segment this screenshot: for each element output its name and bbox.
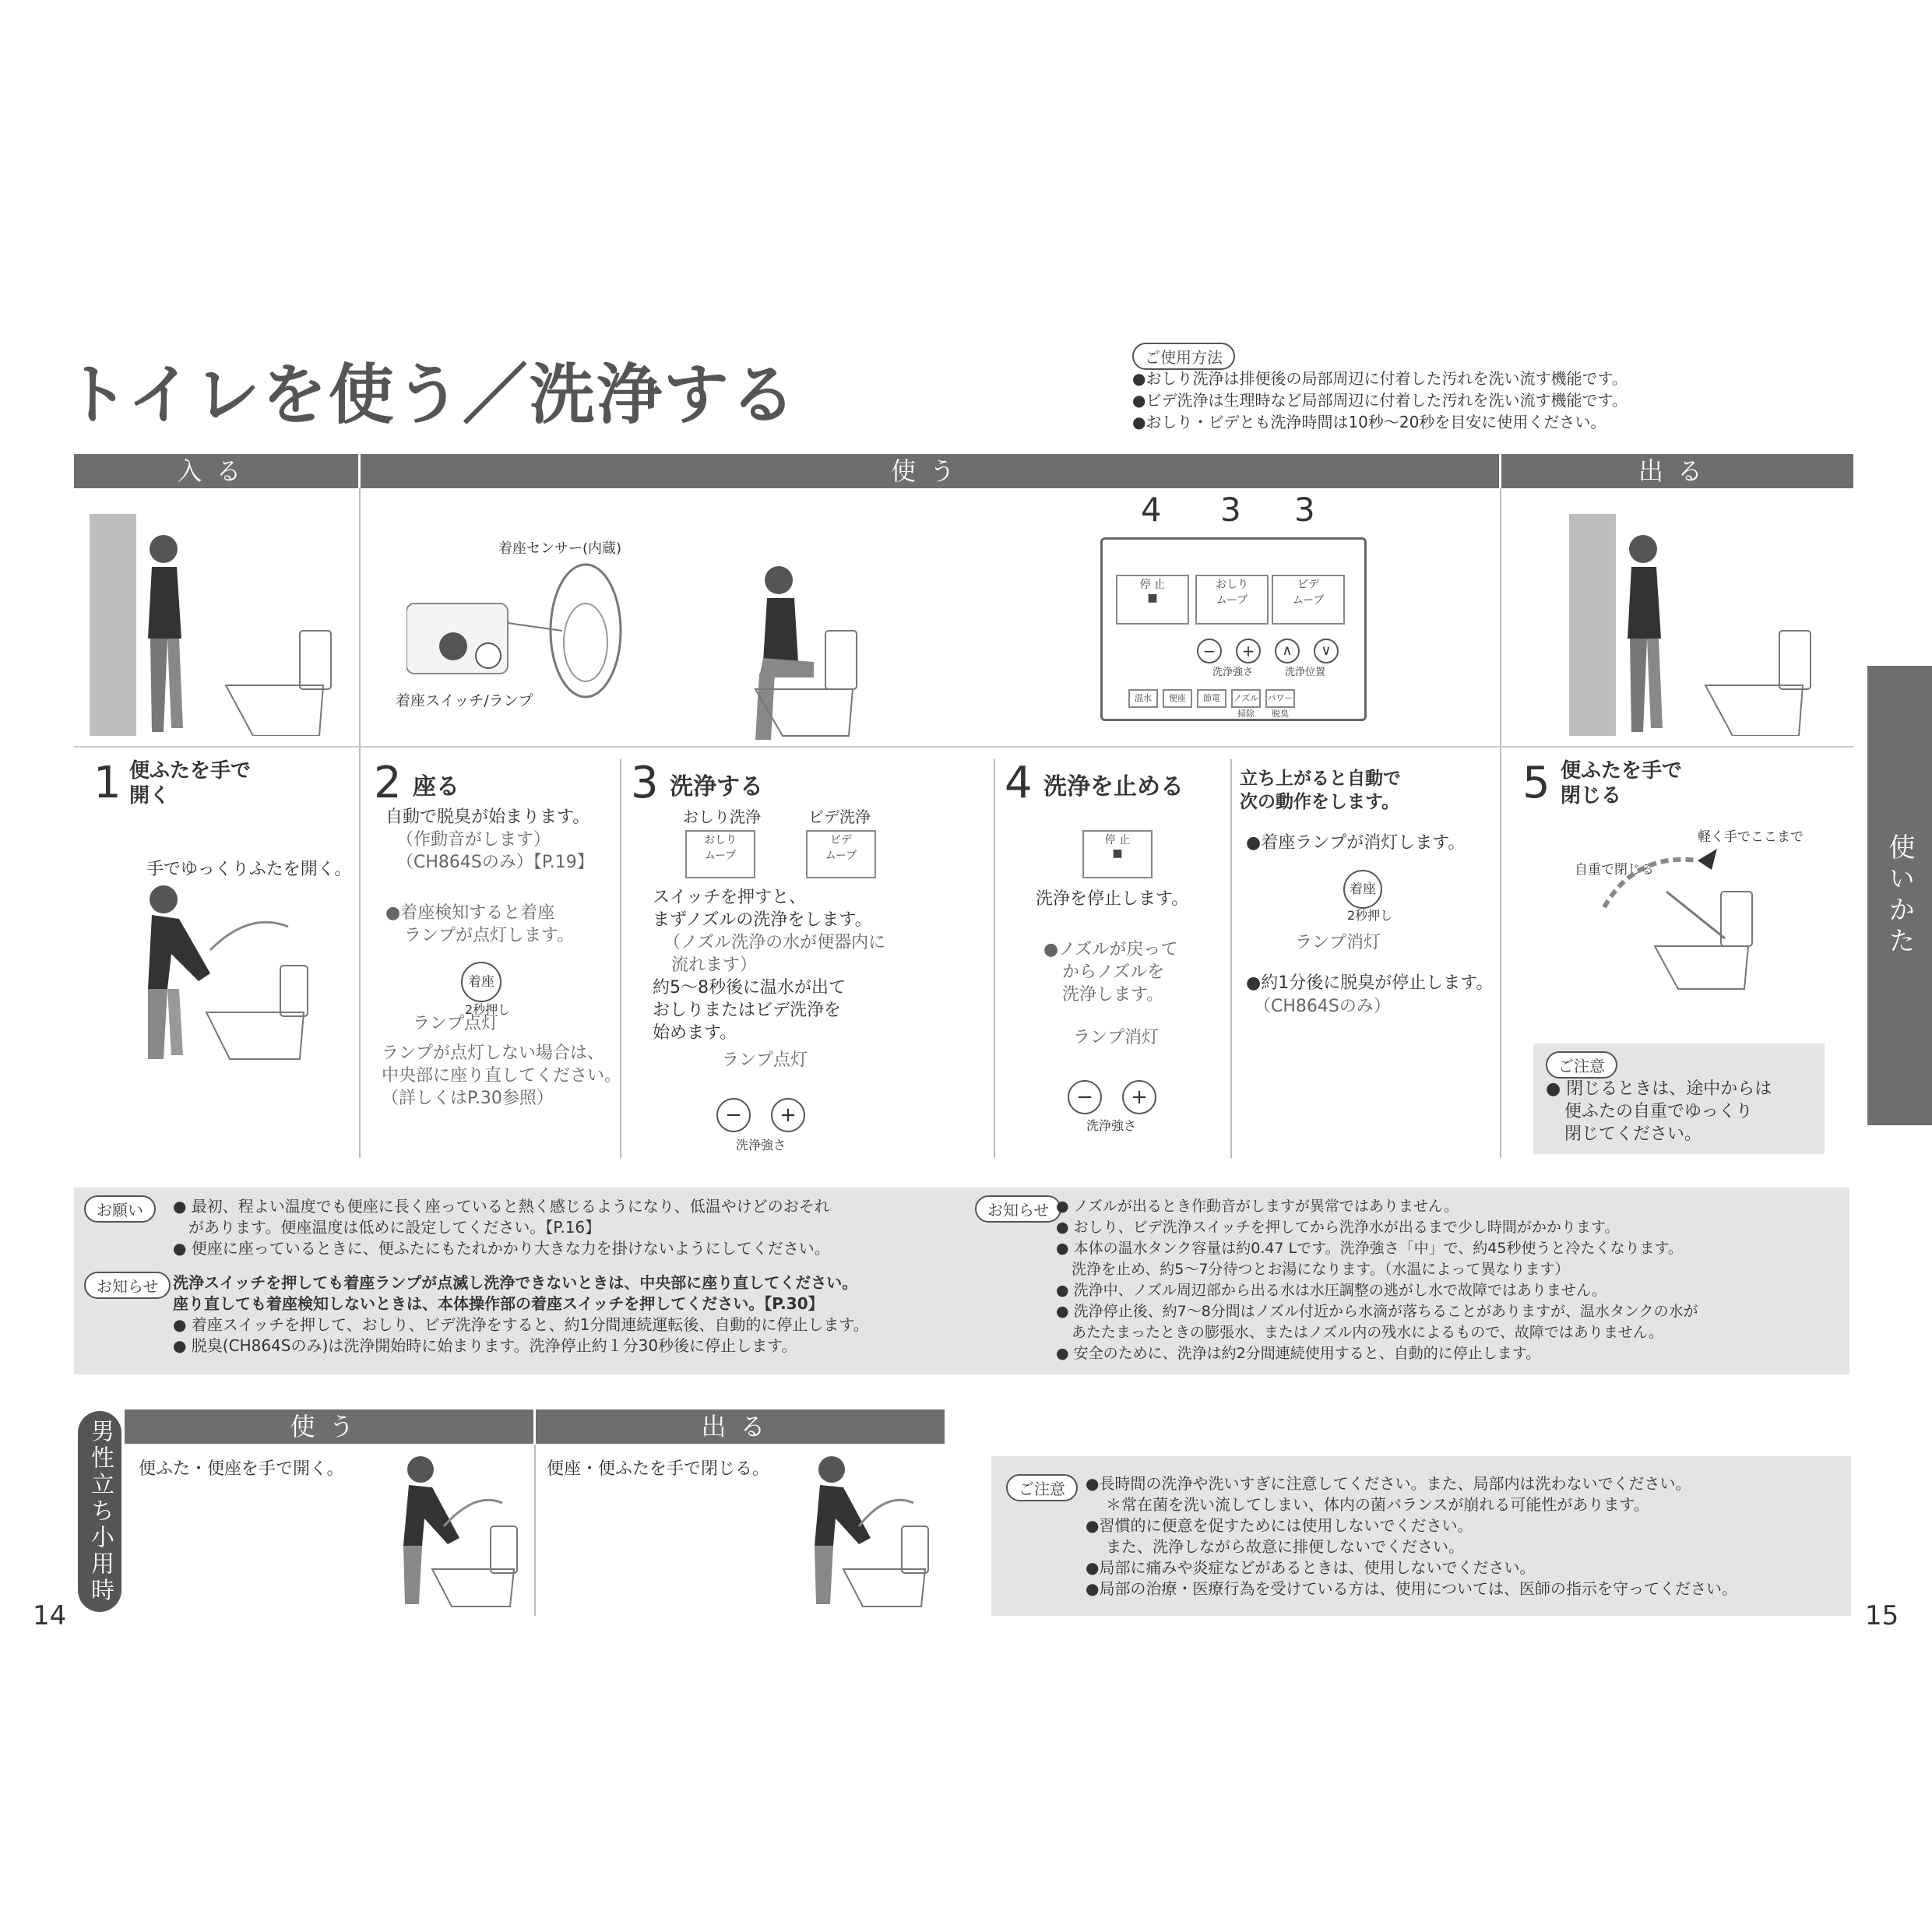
text-line: ＊常在菌を洗い流してしまい、体内の菌バランスが崩れる可能性があります。 [1106,1495,1649,1514]
page-number-right: 15 [1865,1600,1899,1631]
caution-label: ご注意 [1006,1474,1078,1501]
panel-small-button[interactable]: パワー脱臭 [1265,689,1295,708]
info-lines [1056,1196,1698,1364]
text-line: おしりまたはビデ洗浄を [653,1001,842,1020]
plus-button[interactable]: + [1122,1080,1156,1114]
seat-lamp-button[interactable]: 着座 [461,962,501,1002]
step-number: 2 [374,758,402,808]
text-line: ● 着座スイッチを押して、おしり、ビデ洗浄をすると、約1分間連続運転後、自動的に停止します。 [173,1315,869,1334]
band-exit: 出る [1501,454,1853,488]
press-2s: 2秒押し [465,1002,511,1017]
step-number: 3 [631,758,659,808]
text-line: ●長時間の洗浄や洗いすぎに注意してください。また、局部内は洗わないでください。 [1086,1474,1691,1493]
oshiri-button[interactable]: おしり ムーブ [1195,575,1269,625]
text-line: あたたまったときの膨張水、またはノズル内の残水によるもので、故障ではありません。 [1072,1324,1664,1341]
usage-line: ●おしり・ビデとも洗浄時間は10秒〜20秒を目安に使用ください。 [1132,413,1606,431]
usage-lines [1132,368,1628,433]
text-line: ● 閉じるときは、途中からは [1546,1079,1772,1099]
step3-lines [653,886,885,1044]
text-line: 洗浄スイッチを押しても着座ランプが点滅し洗浄できないときは、中央部に座り直してください。 [173,1273,858,1292]
band-use: 使う [125,1409,533,1444]
text-line: 洗浄します。 [1062,985,1164,1005]
info-label: お知らせ [84,1272,171,1299]
step-title: 座る [413,773,459,801]
male-close-illustration [785,1452,933,1608]
bidet-label: ビデ洗浄 [808,808,871,826]
panel-small-button[interactable]: 節電 [1197,689,1226,708]
step-title-line: 閉じる [1561,784,1622,808]
male-tab: 男性立ち小用時 [78,1411,121,1612]
text-line: 立ち上がると自動で [1240,769,1401,789]
lamp-off-bullet: ●着座ランプが消灯します。 [1246,833,1466,853]
sensor-label: 着座センサー(内蔵) [498,540,622,557]
press-2s: 2秒押し [1347,908,1393,923]
plus-button[interactable]: + [771,1098,805,1132]
close-label: 軽く手でここまで [1698,829,1804,845]
step4-bullet [1043,938,1177,1006]
divider [1500,488,1501,1158]
usage-line: ●ビデ洗浄は生理時など局部周辺に付着した汚れを洗い流す機能です。 [1132,391,1628,410]
band-enter: 入る [74,454,358,488]
text-line: 閉じてください。 [1564,1124,1702,1144]
text-line: （作動音がします） [396,830,551,850]
text-line: 洗浄を止め、約5〜7分待つとお湯になります。（水温によって異なります） [1072,1261,1570,1278]
step-number: 1 [93,758,121,808]
band-exit: 出る [536,1409,945,1444]
deodorize-stop: ●約1分後に脱臭が停止します。 [1246,973,1494,993]
minus-button[interactable]: − [1197,639,1222,663]
section-tab[interactable]: 使いかた [1867,666,1932,1125]
divider [534,1445,536,1616]
lamp-on-text: ランプ点灯 [722,1050,808,1070]
panel-small-button[interactable]: 便座 [1163,689,1192,708]
stop-button[interactable]: 停 止 ■ [1116,575,1189,625]
text-line: ●習慣的に便意を促すためには使用しないでください。 [1086,1516,1473,1535]
male-use-text: 便ふた・便座を手で開く。 [139,1459,344,1479]
text-line: ランプが点灯します。 [404,926,575,945]
switch-label: 着座スイッチ/ランプ [396,692,533,709]
step-title: 洗浄を止める [1043,773,1184,801]
step-title-line: 便ふたを手で [129,759,252,783]
divider [994,759,995,1158]
text-line: 中央部に座り直してください。 [382,1066,622,1086]
text-line: ●着座検知すると着座 [385,903,555,923]
step-title [129,758,251,808]
request-label: お願い [84,1195,156,1223]
divider [1230,759,1232,1158]
text-line: （詳しくはP.30参照） [382,1089,554,1108]
usage-line: ●おしり洗浄は排便後の局部周辺に付着した汚れを洗い流す機能です。 [1132,369,1628,388]
text-line: ● 本体の温水タンク容量は約0.47 Lです。洗浄強さ「中」で、約45秒使うと冷たくなります。 [1056,1240,1683,1257]
callout-number: 4 [1141,491,1162,529]
text-line: からノズルを [1062,962,1165,982]
text-line: ● 脱臭(CH864Sのみ)は洗浄開始時に始まります。洗浄停止約１分30秒後に停止します。 [173,1336,797,1355]
text-line: スイッチを押すと、 [653,888,807,907]
step2-note [382,1042,621,1110]
strength-label: 洗浄強さ [736,1138,787,1153]
text-line: 次の動作をします。 [1240,792,1400,812]
panel-bottom-row [1128,689,1295,719]
open-lid-illustration [132,880,311,1067]
usage-label: ご使用方法 [1132,343,1235,370]
caution-label: ご注意 [1546,1051,1617,1079]
text-line: （CH864Sのみ）【P.19】 [396,853,594,872]
text-line: があります。便座温度は低めに設定してください。【P.16】 [188,1218,601,1237]
text-line: ●局部に痛みや炎症などがあるときは、使用しないでください。 [1086,1558,1536,1577]
request-lines [173,1196,830,1259]
up-button[interactable]: ∧ [1275,639,1300,663]
text-line: 便ふたの自重でゆっくり [1564,1102,1753,1121]
text-line: ●局部の治療・医療行為を受けている方は、使用については、医師の指示を守ってください。 [1086,1579,1738,1598]
bidet-button[interactable]: ビデ ムーブ [806,830,876,878]
callout-number: 3 [1294,491,1315,529]
info-lines [173,1272,869,1357]
text-line: ランプが点灯しない場合は、 [382,1043,605,1063]
plus-button[interactable]: + [1236,639,1261,663]
band-use: 使う [361,454,1499,488]
step-title-line: 開く [129,784,171,808]
enter-illustration [90,514,339,736]
panel-small-button[interactable]: ノズル掃除 [1231,689,1261,708]
step-title [1561,758,1682,808]
text-line: 流れます） [671,955,758,975]
text-line: また、洗浄しながら故意に排便しないでください。 [1106,1537,1464,1556]
text-line: ● 最初、程よい温度でも便座に長く座っていると熱く感じるようになり、低温やけどのおそれ [173,1197,830,1216]
step1-text: 手でゆっくりふたを開く。 [146,860,352,879]
lamp-off-text: ランプ消灯 [1073,1028,1160,1047]
text-line: ● 洗浄停止後、約7〜8分間はノズル付近から水滴が落ちることがありますが、温水タンクの水が [1056,1303,1698,1320]
oshiri-button[interactable]: おしり ムーブ [685,830,755,878]
bidet-button[interactable]: ビデ ムーブ [1272,575,1345,625]
panel-small-button[interactable]: 温水 [1128,689,1158,708]
text-line: 自動で脱臭が始まります。 [385,808,590,827]
caution-text [1546,1078,1772,1145]
text-line: 始めます。 [653,1023,737,1043]
stop-text: 洗浄を停止します。 [1036,889,1189,909]
text-line: （ノズル洗浄の水が便器内に [663,933,886,952]
page-title: トイレを使う／洗浄する [64,357,797,433]
seat-sensor-illustration [406,545,640,701]
male-exit-text: 便座・便ふたを手で閉じる。 [547,1459,770,1479]
text-line: ● ノズルが出るとき作動音がしますが異常ではありません。 [1056,1198,1459,1215]
text-line: 座り直しても着座検知しないときは、本体操作部の着座スイッチを押してください。【P.30】 [173,1294,824,1313]
minus-button[interactable]: − [716,1098,751,1132]
close-lid-illustration [1589,845,1760,993]
text-line: 約5〜8秒後に温水が出て [653,978,846,998]
oshiri-label: おしり洗浄 [683,808,761,826]
exit-illustration [1569,514,1818,736]
caution-lines [1086,1473,1737,1599]
lamp-on-text: ランプ点灯 [413,1014,499,1033]
strength-label: 洗浄強さ [1212,667,1254,678]
stop-button[interactable]: 停 止 ■ [1082,830,1153,878]
step2-bullet [385,902,574,947]
text-line: ● 洗浄中、ノズル周辺部から出る水は水圧調整の逃がし水で故障ではありません。 [1056,1282,1607,1299]
close-label: 自重で閉じる [1575,862,1654,878]
sitting-illustration [728,561,868,740]
step-number: 4 [1005,758,1033,808]
seat-lamp-button[interactable]: 着座 [1343,870,1382,909]
step-title-line: 便ふたを手で [1561,759,1683,783]
male-open-illustration [374,1452,522,1608]
step2-lines [385,806,594,874]
position-label: 洗浄位置 [1285,667,1326,678]
page-number-left: 14 [33,1600,67,1631]
text-line: まずノズルの洗浄をします。 [653,910,872,930]
minus-button[interactable]: − [1068,1080,1102,1114]
info-label: お知らせ [975,1195,1061,1223]
model-note: （CH864Sのみ） [1254,997,1391,1016]
step-number: 5 [1522,758,1550,808]
down-button[interactable]: ∨ [1314,639,1339,663]
lamp-off-text: ランプ消灯 [1295,933,1381,952]
text-line: ● 便座に座っているときに、便ふたにもたれかかり大きな力を掛けないようにしてください。 [173,1239,830,1258]
divider [74,746,1853,748]
text-line: ● 安全のために、洗浄は約2分間連続使用すると、自動的に停止します。 [1056,1345,1541,1362]
strength-label: 洗浄強さ [1086,1118,1137,1133]
text-line: ●ノズルが戻って [1043,940,1178,959]
divider [359,488,361,1158]
auto-action-title [1240,767,1401,814]
text-line: ● おしり、ビデ洗浄スイッチを押してから洗浄水が出るまで少し時間がかかります。 [1056,1219,1620,1236]
step-title: 洗浄する [670,773,763,801]
callout-number: 3 [1220,491,1241,529]
